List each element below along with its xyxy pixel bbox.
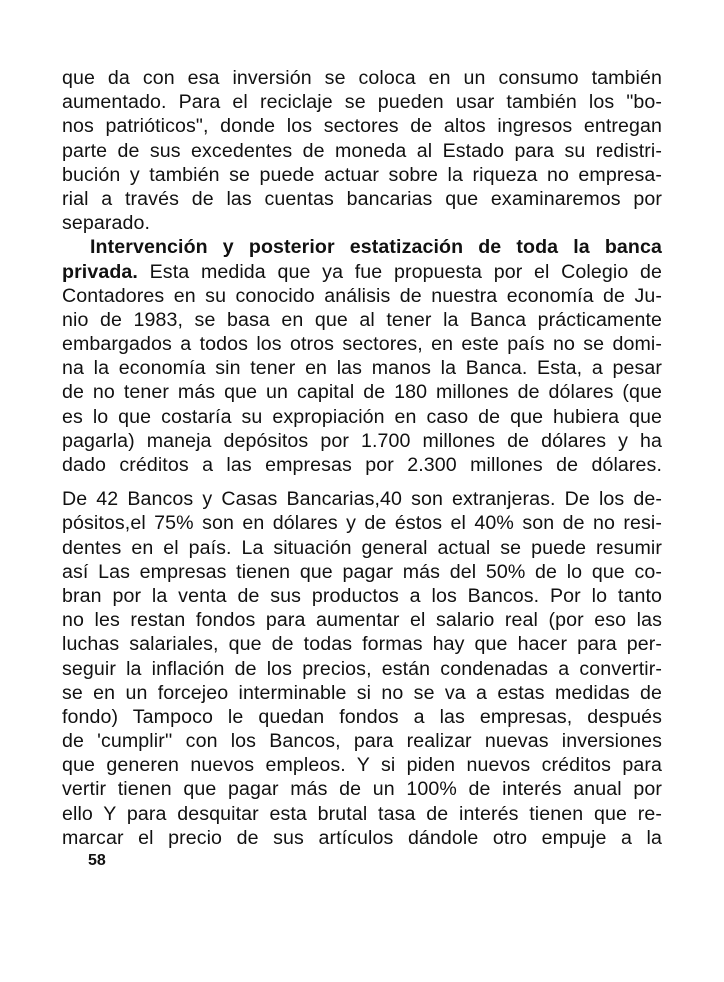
text-line: bran por la venta de sus productos a los Bancos. Por lo tanto [62, 584, 662, 607]
section-heading: Intervención y posterior estatización de toda la banca [90, 236, 662, 259]
text-line: pagarla) maneja depósitos por 1.700 millones de dólares y ha [62, 429, 662, 452]
text-line: embargados a todos los otros sectores, en este país no se domi- [62, 333, 662, 356]
text-line: marcar el precio de sus artículos dándole otro empuje a la [62, 826, 662, 849]
text-line: bución y también se puede actuar sobre la riqueza no empresa- [62, 163, 662, 186]
text-line: dado créditos a las empresas por 2.300 millones de dólares. [62, 454, 662, 476]
text-line: dentes en el país. La situación general actual se puede resumir [62, 536, 662, 559]
page-body [62, 66, 662, 850]
text-line: de no tener más que un capital de 180 millones de dólares (que [62, 381, 662, 404]
text-line: que generen nuevos empleos. Y si piden nuevos créditos para [62, 754, 662, 777]
text-line: nio de 1983, se basa en que al tener la Banca prácticamente [62, 308, 662, 331]
text-line: luchas salariales, que de todas formas hay que hacer para per- [62, 633, 662, 656]
paragraph-3 [62, 487, 662, 850]
text-line: seguir la inflación de los precios, están condenadas a convertir- [62, 657, 662, 680]
text-line: de 'cumplir'' con los Bancos, para realizar nuevas inversiones [62, 730, 662, 753]
paragraph-gap [62, 477, 662, 487]
text-line: no les restan fondos para aumentar el salario real (por eso las [62, 609, 662, 632]
text-line: se en un forcejeo interminable si no se va a estas medidas de [62, 681, 662, 704]
text-line: De 42 Bancos y Casas Bancarias,40 son extranjeras. De los de- [62, 488, 662, 511]
text-line: así Las empresas tienen que pagar más del 50% de lo que co- [62, 560, 662, 583]
text-line: aumentado. Para el reciclaje se pueden usar también los "bo- [62, 91, 662, 114]
text-line: rial a través de las cuentas bancarias que examinaremos por [62, 187, 662, 210]
heading-continuation-line [62, 260, 662, 284]
text-line: nos patrióticos", donde los sectores de altos ingresos entregan [62, 115, 662, 138]
text-line: fondo) Tampoco le quedan fondos a las empresas, después [62, 705, 662, 728]
section-heading-end: privada. [62, 260, 138, 283]
text-line: vertir tienen que pagar más de un 100% de interés anual por [62, 778, 662, 801]
paragraph-2 [62, 235, 662, 477]
text-line-rest: Esta medida que ya fue propuesta por el Colegio de [137, 260, 662, 283]
text-line: na la economía sin tener en las manos la Banca. Esta, a pesar [62, 357, 662, 380]
paragraph-1 [62, 66, 662, 235]
text-line: parte de sus excedentes de moneda al Estado para su redistri- [62, 139, 662, 162]
page-number: 58 [88, 852, 106, 869]
text-line: que da con esa inversión se coloca en un consumo también [62, 67, 662, 89]
text-line: pósitos,el 75% son en dólares y de éstos el 40% son de no resi- [62, 512, 662, 535]
text-line: separado. [62, 212, 151, 235]
text-line: Contadores en su conocido análisis de nuestra economía de Ju- [62, 284, 662, 307]
text-line: es lo que costaría su expropiación en caso de que hubiera que [62, 405, 662, 428]
text-line: ello Y para desquitar esta brutal tasa de interés tienen que re- [62, 802, 662, 825]
